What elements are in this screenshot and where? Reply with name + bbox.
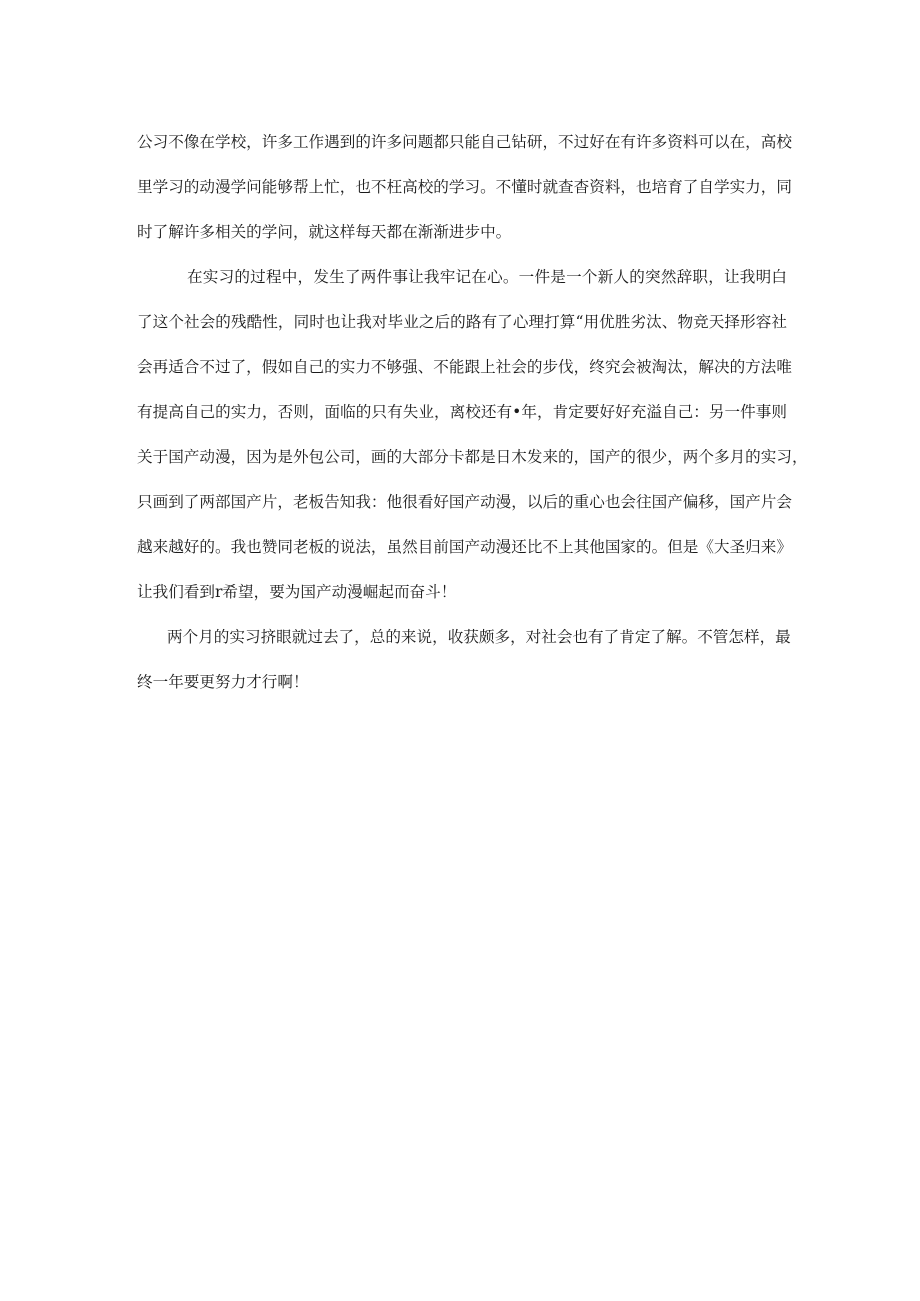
document-body	[137, 120, 808, 705]
paragraph-3	[137, 615, 791, 705]
text-line: 了这个社会的残酷性，同时也让我对毕业之后的路有了心理打算“用优胜劣汰、物竞天择形容社	[137, 313, 787, 331]
paragraph-1	[137, 120, 792, 255]
text-line: 有提高自己的实力，否则，面临的只有失业，离校还有•年，肯定要好好充溢自己：另一件事则	[137, 403, 787, 421]
text-line: 时了解许多相关的学问，就这样每天都在渐渐进步中。	[137, 223, 512, 241]
text-line: 关于国产动漫，因为是外包公司，画的大部分卡都是日木发来的，国产的很少，两个多月的实习，	[137, 448, 808, 466]
paragraph-2	[137, 255, 808, 615]
text-line: 终一年要更努力才行啊！	[137, 673, 309, 691]
text-line: 让我们看到r希望，要为国产动漫崛起而奋斗！	[137, 583, 457, 601]
text-line: 越来越好的。我也赞同老板的说法，虽然目前国产动漫还比不上其他国家的。但是《大圣归来》	[137, 538, 792, 556]
text-line: 在实习的过程中，发生了两件事让我牢记在心。一件是一个新人的突然辞职，让我明白	[187, 268, 787, 286]
text-line: 会再适合不过了，假如自己的实力不够强、不能跟上社会的步伐，终究会被淘汰，解决的方法唯	[137, 358, 792, 376]
text-line: 里学习的动漫学问能够帮上忙，也不枉高校的学习。不懂时就查杳资料，也培育了自学实力，同	[137, 178, 792, 196]
text-line: 只画到了两部国产片，老板告知我：他很看好国产动漫，以后的重心也会往国产偏移，国产片会	[137, 493, 792, 511]
text-line: 公习不像在学校，许多工作遇到的许多问题都只能自己钻研，不过好在有许多资料可以在，高校	[137, 133, 792, 151]
text-line: 两个月的实习挤眼就过去了，总的来说，收获颇多，对社会也有了肯定了解。不管怎样，最	[167, 628, 791, 646]
